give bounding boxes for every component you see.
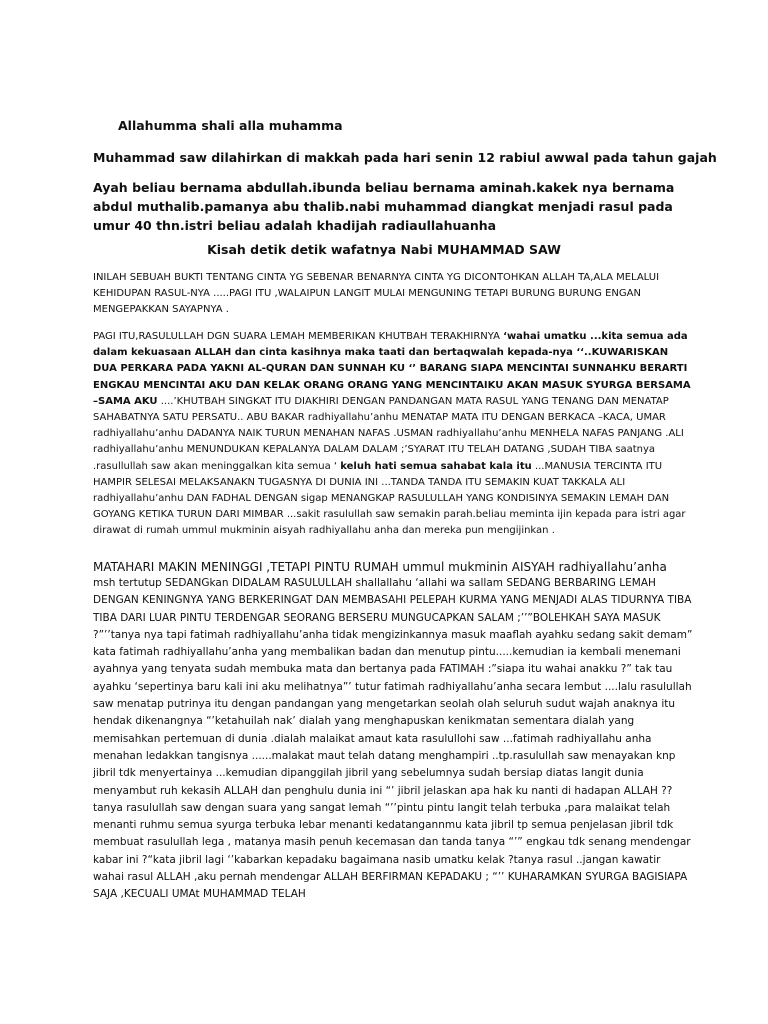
opening-line: Allahumma shali alla muhamma — [118, 118, 343, 133]
story-title: Kisah detik detik wafatnya Nabi MUHAMMAD SAW — [207, 242, 561, 257]
khutbah-text-1: PAGI ITU,RASULULLAH DGN SUARA LEMAH MEMBERIKAN KHUTBAH TERAKHIRNYA — [93, 331, 504, 342]
khutbah-emphasis: keluh hati semua sahabat kala itu — [340, 460, 532, 472]
intro-paragraph: INILAH SEBUAH BUKTI TENTANG CINTA YG SEBENAR BENARNYA CINTA YG DICONTOHKAN ALLAH TA,ALA MELALUI KEHIDUPAN RASUL-NYA .....PAGI ITU ,WALAIPUN LANGIT MULAI MENGUNING TETAPI BURUNG BURUNG ENGAN MENGEPAKKAN SAYAPNYA . — [93, 272, 660, 315]
family-paragraph: Ayah beliau bernama abdullah.ibunda beliau bernama aminah.kakek nya bernama abdul muthalib.pamanya abu thalib.nabi muhammad diangkat menjadi rasul pada umur 40 thn.istri beliau adalah khadijah radiaullahuanha — [93, 180, 675, 233]
birth-line: Muhammad saw dilahirkan di makkah pada hari senin 12 rabiul awwal pada tahun gajah — [93, 150, 717, 165]
khutbah-paragraph — [93, 329, 693, 540]
khutbah-quote: ‘wahai umatku ...kita semua ada dalam kekuasaan ALLAH dan cinta kasihnya maka taati dan bertaqwalah kepada-nya ‘‘..KUWARISKAN DUA PERKARA PADA YAKNI AL-QURAN DAN SUNNAH KU ‘’ BARANG SIAPA MENCINTAI SUNNAHKU BERARTI ENGKAU MENCINTAI AKU DAN KELAK ORANG ORANG YANG MENCINTAIKU AKAN MASUK SYURGA BERSAMA –SAMA AKU — [93, 331, 691, 407]
khutbah-text-3: ...MANUSIA TERCINTA ITU HAMPIR SELESAI MELAKSANAKN TUGASNYA DI DUNIA INI ...TANDA TANDA ITU SEMAKIN KUAT TAKKALA ALI radhiyallahu’anhu DAN FADHAL DENGAN sigap MENANGKAP RASULULLAH YANG KONDISINYA SEMAKIN LEMAH DAN GOYANG KETIKA TURUN DARI MIMBAR ...sakit rasulullah saw semakin parah.beliau meminta ijin kepada para istri agar dirawat di rumah ummul mukminin aisyah radhiyallahu anha dan mereka pun mengijinkan . — [93, 460, 686, 537]
matahari-paragraph: msh tertutup SEDANGkan DIDALAM RASULULLAH shallallahu ‘allahi wa sallam SEDANG BERBARING LEMAH DENGAN KENINGNYA YANG BERKERINGAT DAN MEMBASAHI PELEPAH KURMA YANG MENJADI ALAS TIDURNYA TIBA TIBA DARI LUAR PINTU TERDENGAR SEORANG BERSERU MUNGUCAPKAN SALAM ;’’”BOLEHKAH SAYA MASUK ?”’’tanya nya tapi fatimah radhiyallahu’anha tidak mengizinkannya masuk maaflah ayahku sedang sakit demam” kata fatimah radhiyallahu’anha yang membalikan badan dan menutup pintu.....kemudian ia kembali menemani ayahnya yang tenyata sudah membuka mata dan bertanya pada FATIMAH :”siapa itu wahai anakku ?” tak tau ayahku ‘sepertinya baru kali ini aku melihatnya”’ tutur fatimah radhiyallahu’anha secara lembut ....lalu rasulullah saw menatap putrinya itu dengan pandangan yang mengetarkan seolah olah seluruh sudut wajah anaknya itu hendak dikenangnya “’ketahuilah nak’ dialah yang menghapuskan kenikmatan sementara dialah yang memisahkan pertemuan di dunia .dialah malaikat amaut kata rasulullohi saw ...fatimah radhiyallahu anha menahan ledakkan tangisnya ......malakat maut telah datang menghampiri ..tp.rasulullah saw menayakan knp jibril tdk menyertainya ...kemudian dipanggilah jibril yang sebelumnya sudah bersiap diatas langit dunia menyambut ruh kekasih ALLAH dan penghulu dunia ini “’ jibril jelaskan apa hak ku nanti di hadapan ALLAH ??tanya rasulullah saw dengan suara yang sangat lemah “’’pintu pintu langit telah terbuka ,para malaikat telah menanti ruhmu semua syurga terbuka lebar menanti kedatangannmu kata jibril tp semua penjelasan jibril tdk membuat rasulullah lega , matanya masih penuh kecemasan dan tanda tanya “’” engkau tdk senang mendengar kabar ini ?“kata jibril lagi ‘’kabarkan kepadaku bagaimana nasib umatku kelak ?tanya rasul ..jangan kawatir wahai rasul ALLAH ,aku pernah mendengar ALLAH BERFIRMAN KEPADAKU ; “’’ KUHARAMKAN SYURGA BAGISIAPA SAJA ,KECUALI UMAt MUHAMMAD TELAH — [93, 577, 693, 901]
khutbah-text-2: ....’KHUTBAH SINGKAT ITU DIAKHIRI DENGAN PANDANGAN MATA RASUL YANG TENANG DAN MENATAP SAHABATNYA SATU PERSATU.. ABU BAKAR radhiyallahu’anhu MENATAP MATA ITU DENGAN BERKACA –KACA, UMAR radhiyallahu’anhu DADANYA NAIK TURUN MENAHAN NAFAS .USMAN radhiyallahu’anhu MENHELA NAFAS PANJANG .ALI radhiyallahu’anhu MENUNDUKAN KEPALANYA DALAM DALAM ;’SYARAT ITU TELAH DATANG ,SUDAH TIBA saatnya .rasullullah saw akan meninggalkan kita semua ‘ — [93, 395, 684, 472]
matahari-heading: MATAHARI MAKIN MENINGGI ,TETAPI PINTU RUMAH ummul mukminin AISYAH radhiyallahu’anha — [93, 560, 667, 574]
